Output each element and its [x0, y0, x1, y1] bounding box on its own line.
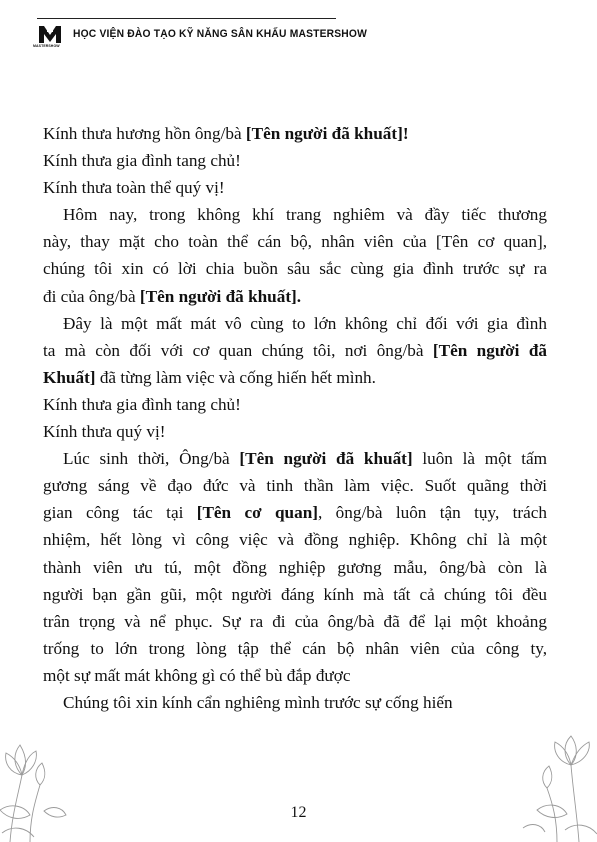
placeholder-name: [Tên người đã khuất]. — [139, 286, 302, 306]
text-line: trống to lớn trong lòng tập thể cán bộ nhân viên của công ty, — [43, 638, 547, 658]
text-line: Kính thưa gia đình tang chủ! — [43, 151, 241, 171]
text-segment: Lúc sinh thời, Ông/bà — [63, 449, 240, 469]
placeholder-name: [Tên người đã khuất]! — [245, 124, 409, 143]
text-segment: luôn là một tấm — [412, 449, 547, 469]
lotus-decoration-right — [517, 710, 597, 842]
text-line: này, thay mặt cho toàn thể cán bộ, nhân viên của [Tên cơ quan], — [43, 232, 547, 252]
text-line: Đây là một mất mát vô cùng to lớn không chỉ đối với gia đình — [63, 313, 547, 333]
text-line — [43, 499, 547, 526]
text-line — [43, 337, 547, 364]
text-segment: đã từng làm việc và cống hiến hết mình. — [95, 367, 376, 387]
page-number: 12 — [290, 804, 307, 821]
text-line — [43, 120, 547, 147]
text-line: nhiệm, hết lòng vì công việc và đồng nghiệp. Không chỉ là một — [43, 530, 547, 550]
text-line: Kính thưa quý vị! — [43, 422, 166, 442]
text-line: người bạn gần gũi, một người đáng kính mà tất cả chúng tôi đều — [43, 584, 547, 604]
text-line: Kính thưa toàn thể quý vị! — [43, 178, 225, 198]
text-segment: Kính thưa hương hồn ông/bà — [43, 124, 246, 143]
document-body — [43, 120, 547, 716]
placeholder-org: [Tên cơ quan] — [196, 503, 318, 523]
text-segment: đi của ông/bà — [43, 286, 140, 306]
placeholder-name: Khuất] — [43, 367, 96, 387]
text-segment: gian công tác tại — [43, 503, 197, 523]
text-line: một sự mất mát không gì có thể bù đắp được — [43, 665, 351, 685]
text-line: Hôm nay, trong không khí trang nghiêm và đầy tiếc thương — [63, 205, 547, 225]
text-line: Chúng tôi xin kính cẩn nghiêng mình trước sự cống hiến — [63, 692, 453, 712]
text-line: trân trọng và nể phục. Sự ra đi của ông/bà đã để lại một khoảng — [43, 611, 547, 631]
text-line: gương sáng về đạo đức và tinh thần làm việc. Suốt quãng thời — [43, 476, 547, 496]
page-header — [33, 18, 368, 49]
header-title: HỌC VIỆN ĐÀO TẠO KỸ NĂNG SÂN KHẤU MASTERSHOW — [73, 28, 368, 40]
text-segment: ta mà còn đối với cơ quan chúng tôi, nơi ông/bà — [43, 340, 433, 360]
text-line — [43, 445, 547, 472]
placeholder-name: [Tên người đã — [432, 340, 547, 360]
placeholder-name: [Tên người đã khuất] — [239, 449, 413, 469]
text-line — [43, 283, 547, 310]
lotus-decoration-left — [0, 715, 75, 842]
text-line: chúng tôi xin có lời chia buồn sâu sắc cùng gia đình trước sự ra — [43, 259, 547, 279]
text-line: thành viên ưu tú, một đồng nghiệp gương mẫu, ông/bà còn là — [43, 557, 547, 577]
text-line: Kính thưa gia đình tang chủ! — [43, 394, 241, 414]
text-segment: , ông/bà luôn tận tụy, trách — [318, 503, 548, 523]
logo-text: MASTERSHOW — [33, 44, 60, 48]
text-line — [43, 364, 547, 391]
